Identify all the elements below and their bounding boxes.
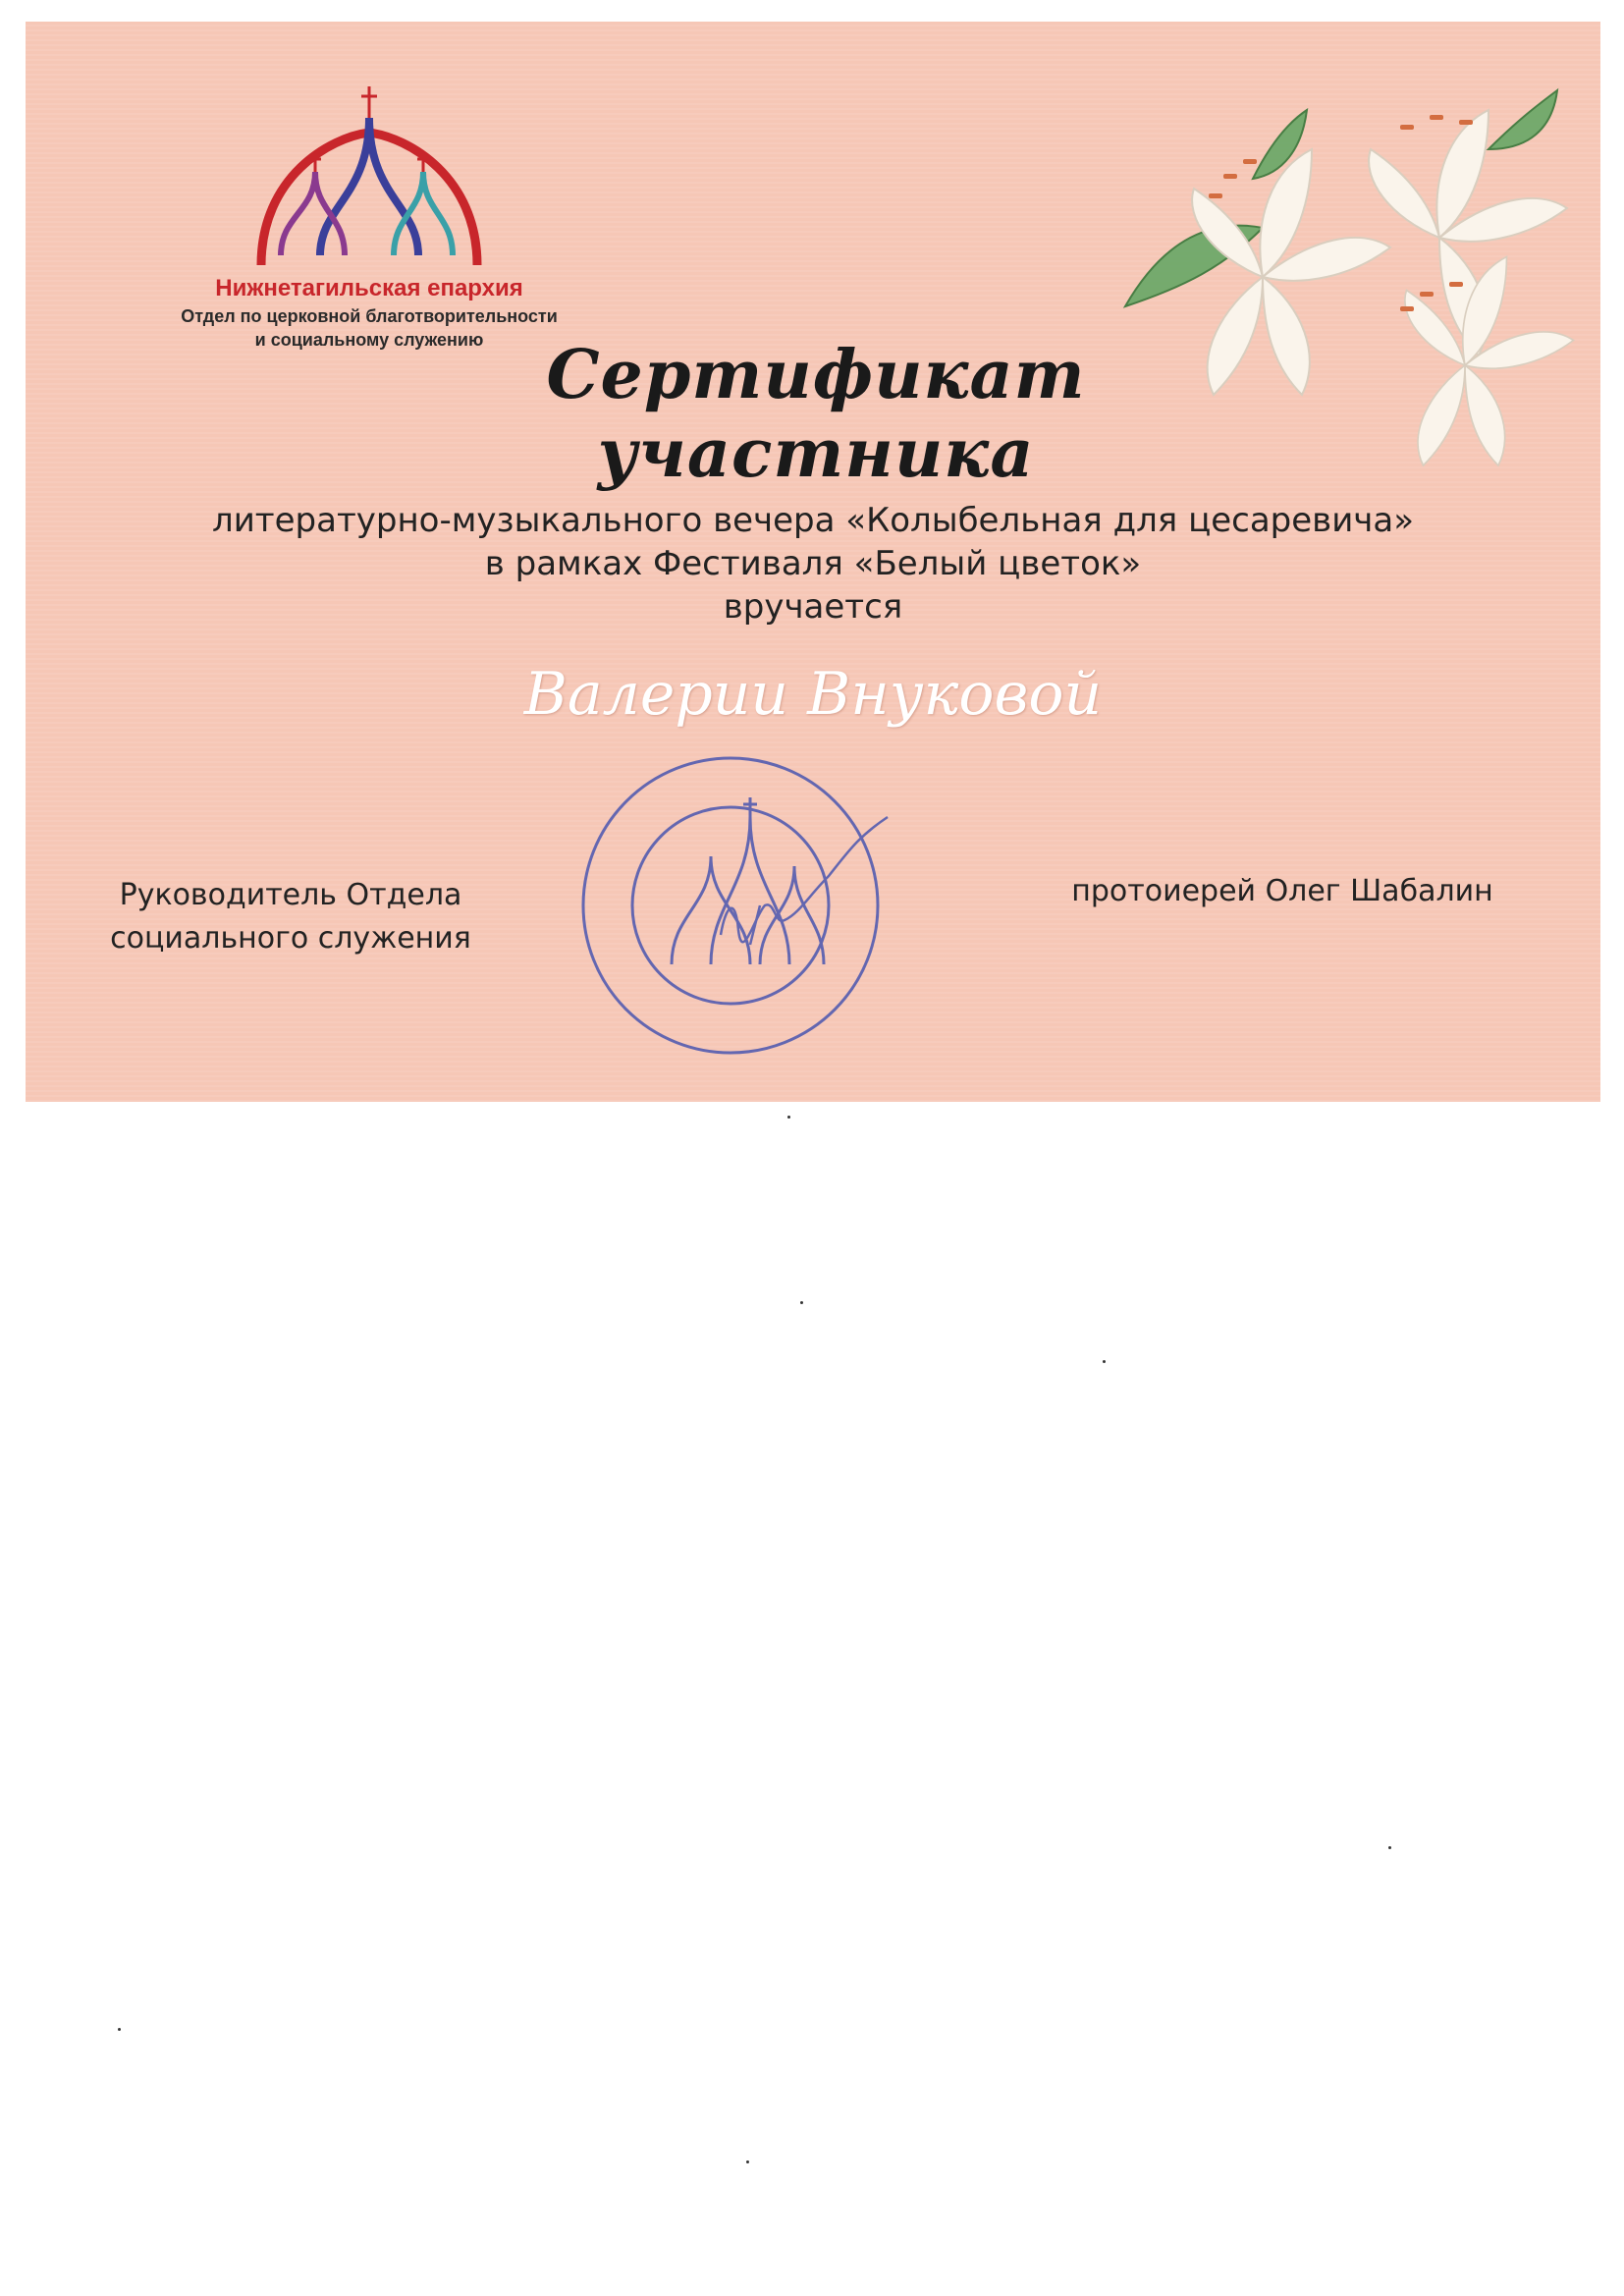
scan-speck <box>118 2028 121 2031</box>
signatory-position <box>94 874 487 960</box>
awarded-text: вручается <box>723 587 903 627</box>
scan-speck <box>1388 1846 1391 1849</box>
scan-speck <box>746 2160 749 2163</box>
department-name-line1: Отдел по церковной благотворительности <box>181 306 558 326</box>
scan-speck <box>787 1116 790 1119</box>
certificate-card <box>26 22 1600 1102</box>
event-description: литературно-музыкального вечера «Колыбельная для цесаревича» <box>211 501 1415 540</box>
signatory-position-line2: социального служения <box>110 921 471 956</box>
recipient-name: Валерии Внуковой <box>523 660 1103 729</box>
signatory-position-line1: Руководитель Отдела <box>119 878 462 912</box>
church-domes-logo-icon <box>173 79 566 275</box>
scan-speck <box>800 1301 803 1304</box>
diocese-logo <box>173 79 566 363</box>
official-stamp-icon <box>564 738 927 1063</box>
signatory-name: протоиерей Олег Шабалин <box>1071 874 1493 908</box>
festival-description: в рамках Фестиваля «Белый цветок» <box>484 544 1142 583</box>
certificate-title: Сертификат участника <box>546 336 1086 493</box>
department-name-line2: и социальному служению <box>254 330 484 350</box>
diocese-name: Нижнетагильская епархия <box>215 275 523 301</box>
scan-speck <box>1103 1360 1106 1363</box>
